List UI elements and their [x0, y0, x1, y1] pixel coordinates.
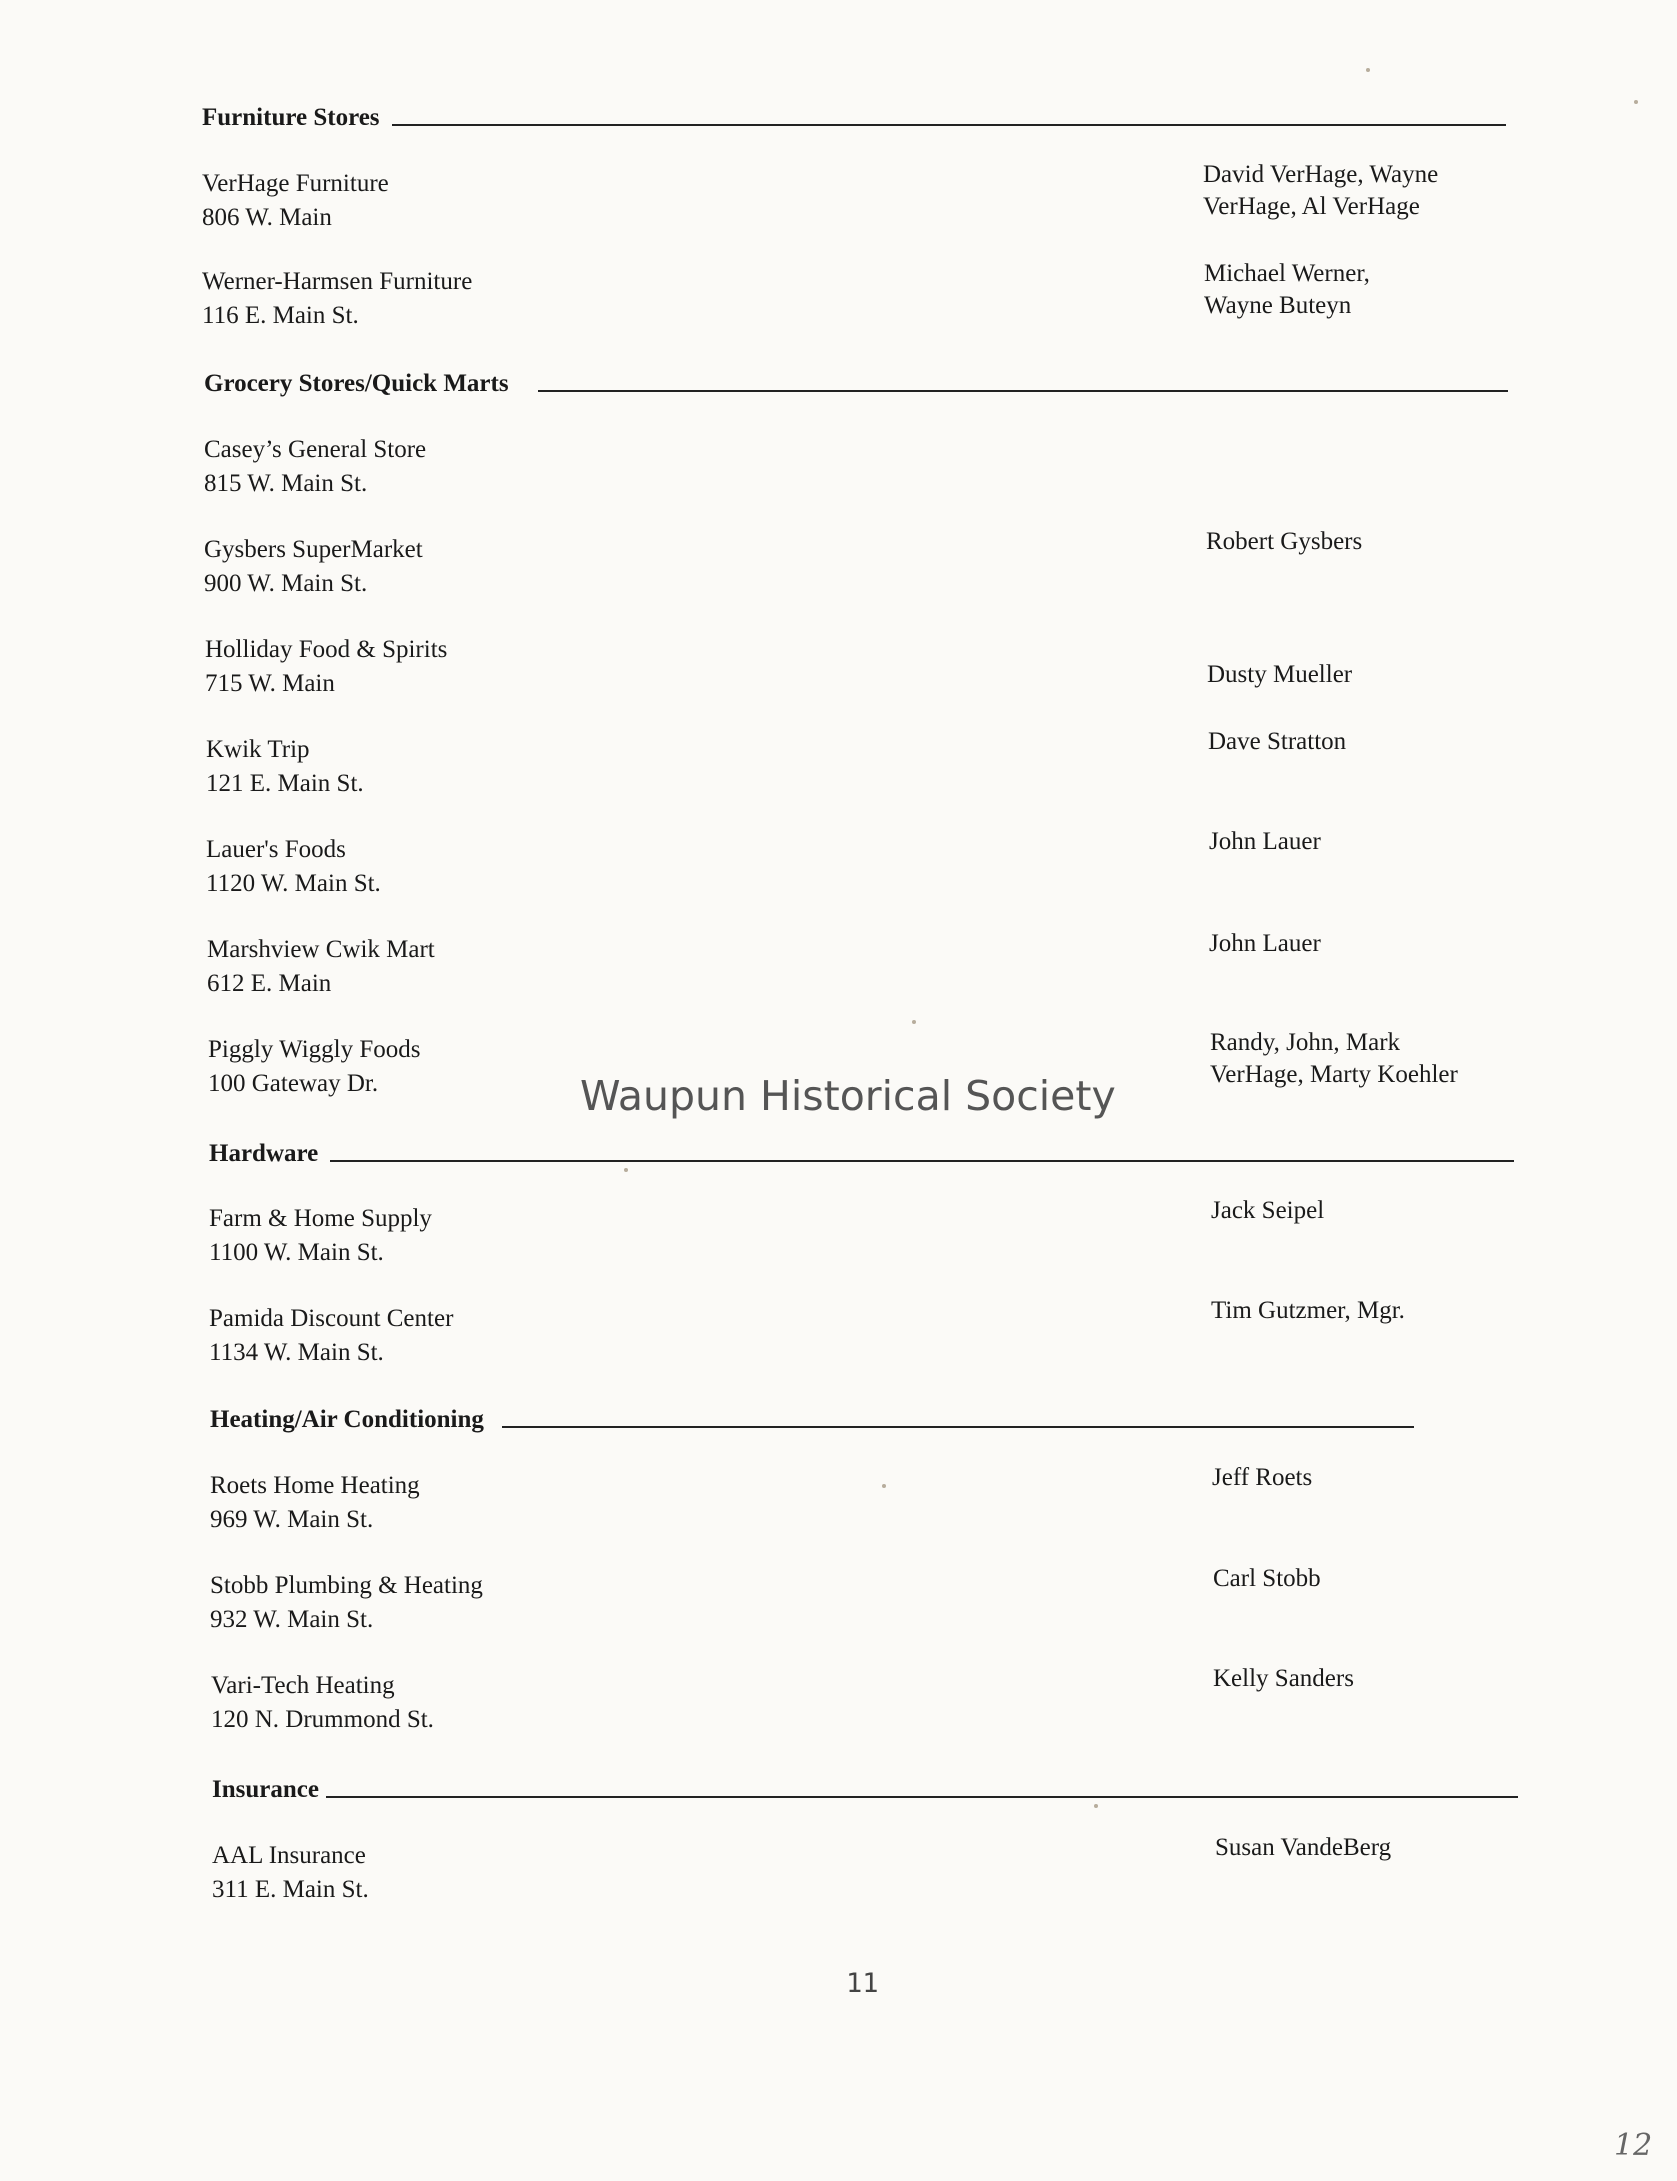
- business-name: Lauer's Foods: [206, 836, 346, 863]
- business-address: 969 W. Main St.: [210, 1506, 374, 1533]
- section-header-insurance: Insurance: [212, 1776, 319, 1803]
- contact-line: John Lauer: [1209, 930, 1321, 957]
- watermark: Waupun Historical Society: [580, 1072, 1116, 1120]
- contact-line: Michael Werner,: [1204, 260, 1370, 287]
- business-address: 311 E. Main St.: [212, 1876, 369, 1903]
- business-contact: [1210, 1027, 1458, 1091]
- business-contact: [1206, 526, 1362, 558]
- business-name: Marshview Cwik Mart: [207, 936, 435, 963]
- scan-speck: [1634, 100, 1638, 104]
- contact-line: Tim Gutzmer, Mgr.: [1211, 1297, 1405, 1324]
- business-address: 1120 W. Main St.: [206, 870, 381, 897]
- business-name: Stobb Plumbing & Heating: [210, 1572, 483, 1599]
- business-contact: [1207, 659, 1352, 691]
- contact-line: Dave Stratton: [1208, 728, 1347, 755]
- section-header-heating-air-conditioning: Heating/Air Conditioning: [210, 1406, 484, 1433]
- section-rule: [326, 1796, 1518, 1798]
- scan-speck: [1366, 68, 1370, 72]
- section-rule: [538, 390, 1508, 392]
- business-name: Kwik Trip: [206, 736, 310, 763]
- contact-line: Dusty Mueller: [1207, 661, 1353, 688]
- business-name: Gysbers SuperMarket: [204, 536, 423, 563]
- contact-line: David VerHage, Wayne: [1203, 161, 1439, 188]
- business-address: 100 Gateway Dr.: [208, 1070, 379, 1097]
- scan-speck: [882, 1484, 886, 1488]
- business-address: 1134 W. Main St.: [209, 1339, 384, 1366]
- contact-line: John Lauer: [1209, 828, 1321, 855]
- business-address: 612 E. Main: [207, 970, 332, 997]
- section-rule: [330, 1160, 1514, 1162]
- contact-line: VerHage, Al VerHage: [1203, 193, 1420, 220]
- business-contact: [1213, 1563, 1321, 1595]
- business-contact: [1215, 1832, 1391, 1864]
- contact-line: Susan VandeBerg: [1215, 1834, 1392, 1861]
- business-contact: [1204, 258, 1370, 322]
- contact-line: Randy, John, Mark: [1210, 1029, 1401, 1056]
- business-name: Casey’s General Store: [204, 436, 427, 463]
- scan-speck: [1094, 1804, 1098, 1808]
- section-rule: [502, 1426, 1414, 1428]
- business-contact: [1209, 826, 1321, 858]
- section-header-hardware: Hardware: [209, 1140, 319, 1167]
- business-name: VerHage Furniture: [202, 170, 389, 197]
- page-number: 11: [846, 1968, 879, 1999]
- business-contact: [1209, 928, 1321, 960]
- business-contact: [1208, 726, 1346, 758]
- section-header-furniture-stores: Furniture Stores: [202, 104, 380, 131]
- contact-line: Jack Seipel: [1211, 1197, 1325, 1224]
- business-address: 116 E. Main St.: [202, 302, 359, 329]
- contact-line: Kelly Sanders: [1213, 1665, 1354, 1692]
- business-name: Vari-Tech Heating: [211, 1672, 395, 1699]
- contact-line: Jeff Roets: [1212, 1464, 1313, 1491]
- business-contact: [1213, 1663, 1354, 1695]
- section-header-grocery-stores: Grocery Stores/Quick Marts: [204, 370, 509, 397]
- contact-line: Wayne Buteyn: [1204, 292, 1352, 319]
- handwritten-page-number: 12: [1614, 2128, 1653, 2163]
- scan-speck: [624, 1168, 628, 1172]
- business-name: Farm & Home Supply: [209, 1205, 432, 1232]
- business-name: Roets Home Heating: [210, 1472, 420, 1499]
- business-contact: [1203, 159, 1438, 223]
- business-address: 900 W. Main St.: [204, 570, 368, 597]
- business-address: 715 W. Main: [205, 670, 335, 697]
- business-contact: [1212, 1462, 1312, 1494]
- business-address: 121 E. Main St.: [206, 770, 364, 797]
- business-address: 815 W. Main St.: [204, 470, 368, 497]
- contact-line: VerHage, Marty Koehler: [1210, 1061, 1458, 1088]
- business-name: Werner-Harmsen Furniture: [202, 268, 473, 295]
- business-address: 120 N. Drummond St.: [211, 1706, 434, 1733]
- business-contact: [1211, 1295, 1405, 1327]
- section-rule: [392, 124, 1506, 126]
- business-address: 806 W. Main: [202, 204, 332, 231]
- business-name: Pamida Discount Center: [209, 1305, 454, 1332]
- scan-speck: [912, 1020, 916, 1024]
- business-contact: [1211, 1195, 1324, 1227]
- contact-line: Robert Gysbers: [1206, 528, 1363, 555]
- business-name: AAL Insurance: [212, 1842, 366, 1869]
- business-address: 932 W. Main St.: [210, 1606, 374, 1633]
- business-address: 1100 W. Main St.: [209, 1239, 384, 1266]
- business-name: Holliday Food & Spirits: [205, 636, 448, 663]
- business-name: Piggly Wiggly Foods: [208, 1036, 421, 1063]
- contact-line: Carl Stobb: [1213, 1565, 1321, 1592]
